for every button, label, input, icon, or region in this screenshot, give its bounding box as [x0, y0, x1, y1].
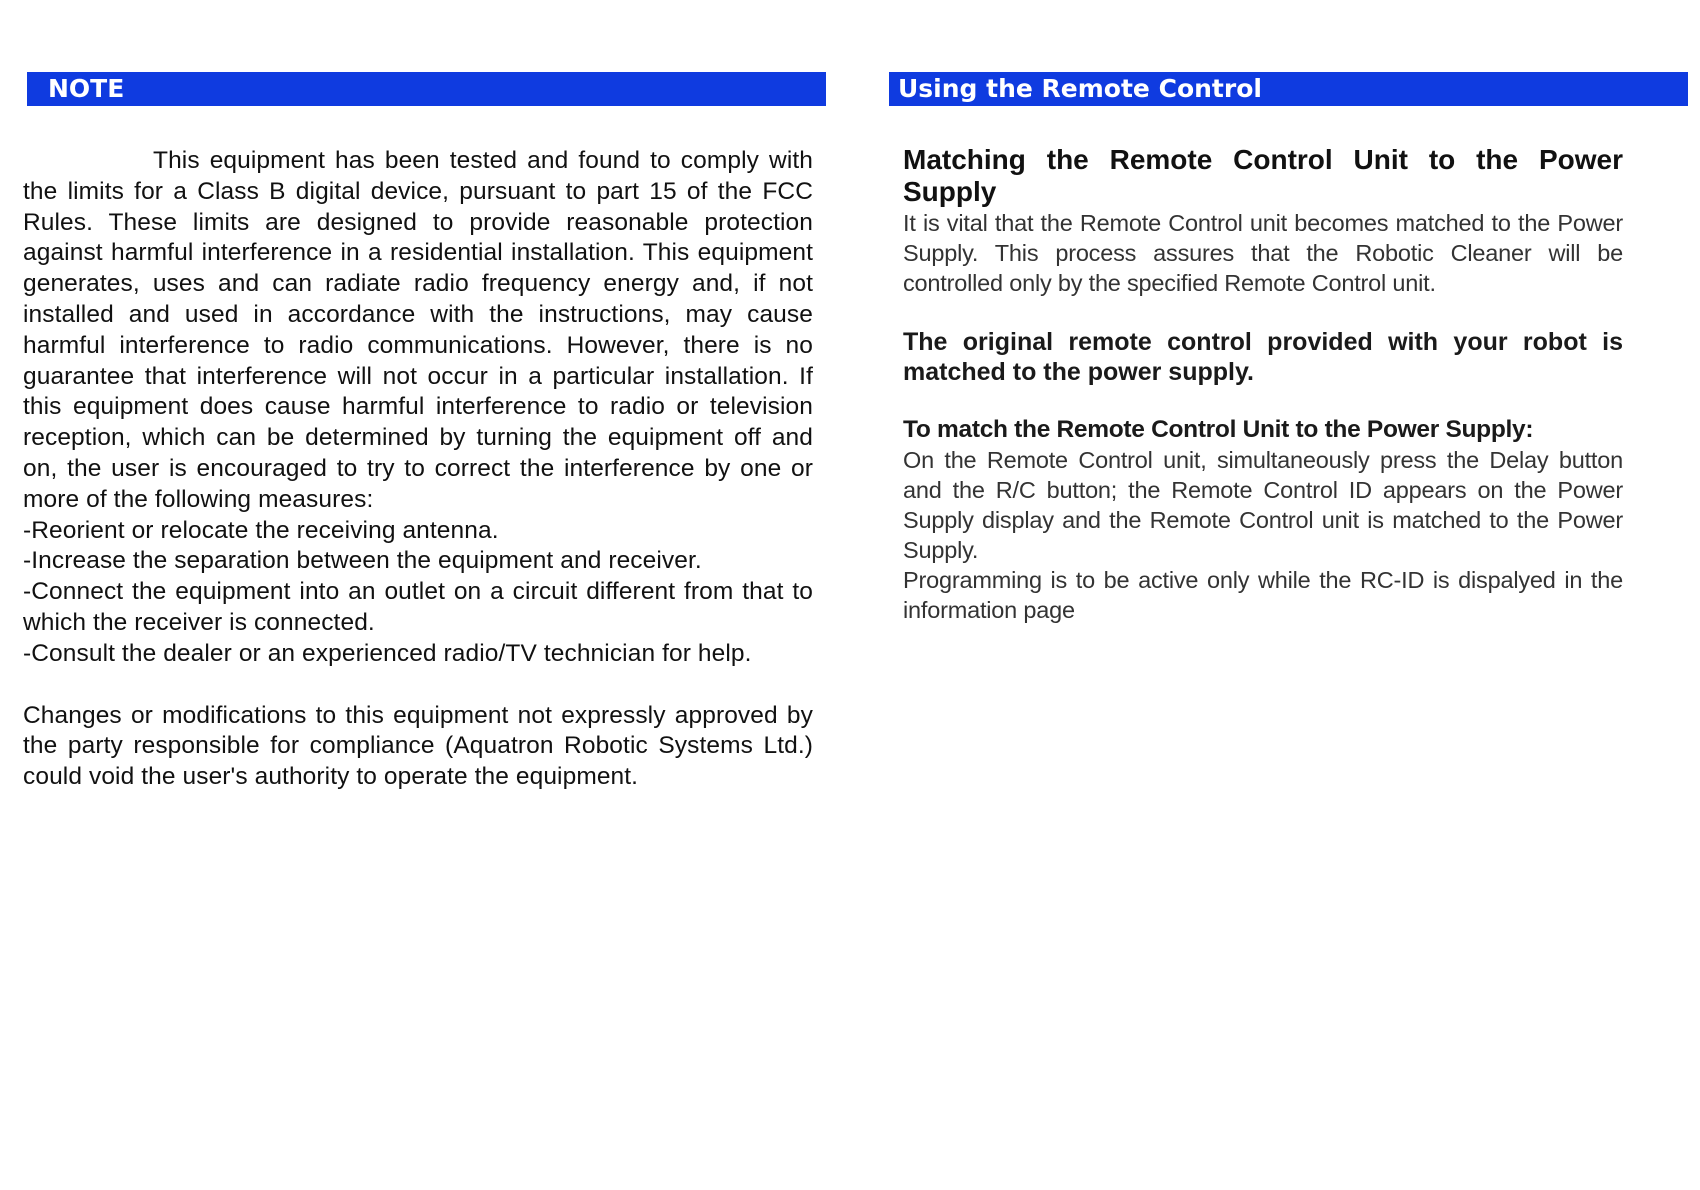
paragraph-spacer: [903, 298, 1623, 327]
measure-item: -Connect the equipment into an outlet on a circuit different from that to which the receiver is connected.: [23, 578, 813, 636]
remote-control-banner-title: Using the Remote Control: [898, 74, 1262, 103]
remote-control-column: [889, 72, 1688, 623]
fcc-compliance-paragraph: This equipment has been tested and found to comply with the limits for a Class B digital device, pursuant to part 15 of the FCC Rules. These limits are designed to provide reasonable protection against harmful interference in a residential installation. This equipment generates, uses and can radiate radio frequency energy and, if not installed and used in accordance with the instructions, may cause harmful interference to radio communications. However, there is no guarantee that interference will not occur in a particular installation. If this equipment does cause harmful interference to radio or television reception, which can be determined by turning the equipment off and on, the user is encouraged to try to correct the interference by one or more of the following measures:: [23, 147, 813, 513]
changes-warning-paragraph: Changes or modifications to this equipment not expressly approved by the party responsible for compliance (Aquatron Robotic Systems Ltd.) could void the user's authority to operate the equipment.: [23, 701, 813, 791]
note-banner-title: NOTE: [48, 74, 125, 103]
instructions-subheading: To match the Remote Control Unit to the Power Supply:: [903, 416, 1534, 443]
measure-item: -Reorient or relocate the receiving antenna.: [23, 516, 499, 544]
section-heading: Matching the Remote Control Unit to the Power Supply: [903, 144, 1623, 207]
note-banner: [27, 72, 826, 106]
intro-paragraph: It is vital that the Remote Control unit becomes matched to the Power Supply. This process assures that the Robotic Cleaner will be controlled only by the specified Remote Control unit.: [903, 210, 1623, 296]
programming-note: Programming is to be active only while the RC-ID is dispalyed in the information page: [903, 567, 1623, 623]
paragraph-spacer: [903, 387, 1623, 415]
measure-item: -Increase the separation between the equipment and receiver.: [23, 547, 702, 575]
note-column: [23, 72, 826, 791]
note-body: [23, 146, 813, 793]
measure-item: -Consult the dealer or an experienced radio/TV technician for help.: [23, 639, 752, 667]
remote-control-body: [903, 144, 1623, 625]
paragraph-spacer: [23, 670, 813, 701]
matched-note: The original remote control provided with your robot is matched to the power supply.: [903, 328, 1623, 386]
instructions-paragraph: On the Remote Control unit, simultaneously press the Delay button and the R/C button; the Remote Control ID appears on the Power Supply display and the Remote Control unit is matched to the Power Supply.: [903, 447, 1623, 563]
remote-control-banner: [889, 72, 1688, 106]
